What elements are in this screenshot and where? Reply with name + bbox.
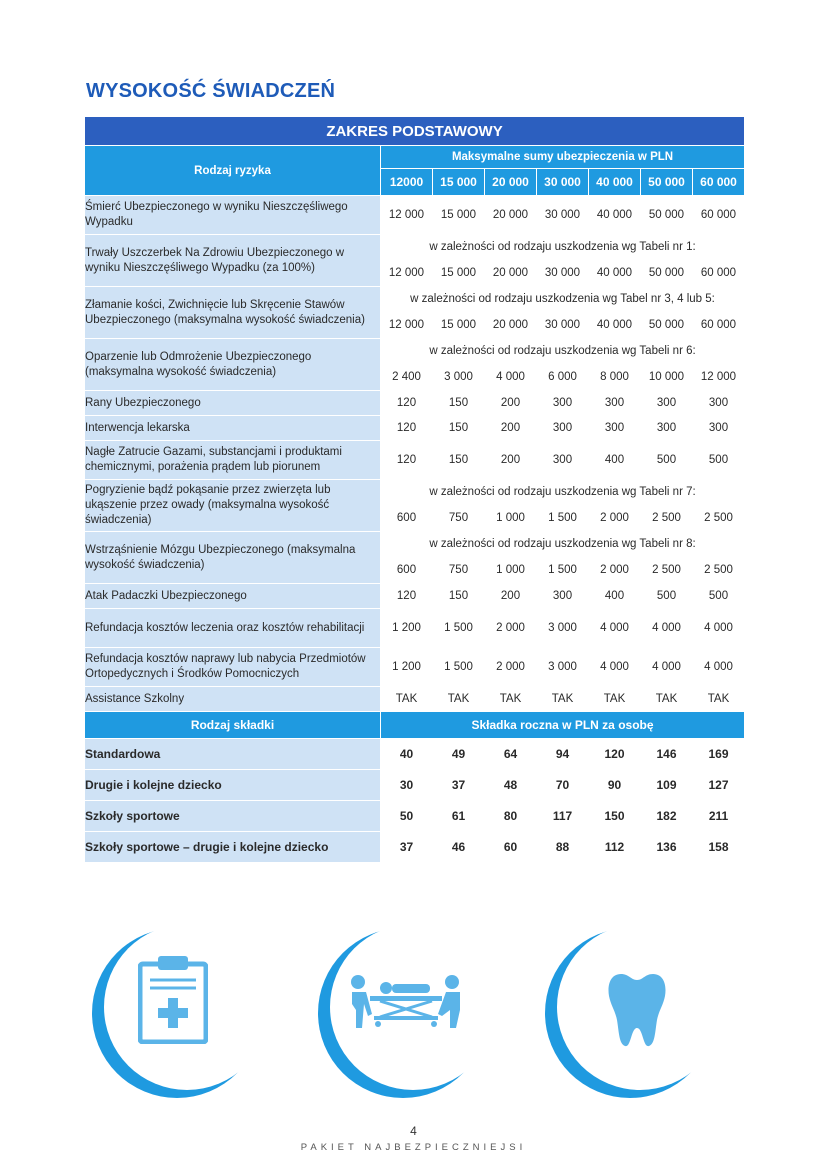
premium-row — [85, 801, 745, 832]
risk-type-header: Rodzaj ryzyka — [85, 146, 381, 196]
benefit-value: 40 000 — [589, 312, 641, 339]
benefit-label: Śmierć Ubezpieczonego w wyniku Nieszczęśliwego Wypadku — [85, 196, 381, 235]
benefit-value: 2 500 — [641, 557, 693, 584]
benefit-note: w zależności od rodzaju uszkodzenia wg Tabeli nr 1: — [381, 235, 745, 260]
premium-value: 109 — [641, 770, 693, 801]
benefit-value: 50 000 — [641, 312, 693, 339]
premium-value: 48 — [485, 770, 537, 801]
benefit-value: 200 — [485, 441, 537, 480]
premium-header-row — [85, 712, 745, 739]
benefit-value: 1 500 — [433, 648, 485, 687]
icon-circle-1 — [92, 928, 262, 1098]
benefit-label: Rany Ubezpieczonego — [85, 391, 381, 416]
benefit-value: 150 — [433, 584, 485, 609]
benefit-value: 30 000 — [537, 312, 589, 339]
benefit-value: 30 000 — [537, 260, 589, 287]
benefit-row — [85, 609, 745, 648]
premium-value: 49 — [433, 739, 485, 770]
benefit-value: 300 — [589, 416, 641, 441]
benefit-value: 300 — [537, 391, 589, 416]
stretcher-paramedics-icon — [346, 970, 466, 1050]
benefit-value: TAK — [433, 687, 485, 712]
premium-value: 70 — [537, 770, 589, 801]
benefit-value: 40 000 — [589, 196, 641, 235]
premium-value: 112 — [589, 832, 641, 863]
benefit-value: 300 — [693, 416, 745, 441]
benefit-value: 1 200 — [381, 648, 433, 687]
benefit-value: 1 500 — [537, 557, 589, 584]
benefit-value: 300 — [589, 391, 641, 416]
sum-column-header: 50 000 — [641, 169, 693, 196]
benefit-value: 15 000 — [433, 196, 485, 235]
sum-column-header: 40 000 — [589, 169, 641, 196]
benefit-value: TAK — [381, 687, 433, 712]
sum-column-header: 60 000 — [693, 169, 745, 196]
benefit-value: 4 000 — [641, 648, 693, 687]
benefit-value: 4 000 — [589, 648, 641, 687]
sum-column-header: 12000 — [381, 169, 433, 196]
benefit-value: 750 — [433, 557, 485, 584]
premium-value: 90 — [589, 770, 641, 801]
premium-value: 94 — [537, 739, 589, 770]
benefit-label: Nagłe Zatrucie Gazami, substancjami i produktami chemicznymi, porażenia prądem lub piorunem — [85, 441, 381, 480]
benefit-value: 3 000 — [537, 609, 589, 648]
benefit-value: 150 — [433, 441, 485, 480]
benefit-value: 15 000 — [433, 260, 485, 287]
benefit-row — [85, 391, 745, 416]
benefit-label: Złamanie kości, Zwichnięcie lub Skręcenie Stawów Ubezpieczonego (maksymalna wysokość świadczenia) — [85, 287, 381, 339]
benefit-value: 1 500 — [537, 505, 589, 532]
premium-row — [85, 739, 745, 770]
benefit-label: Atak Padaczki Ubezpieczonego — [85, 584, 381, 609]
benefit-value: 2 500 — [641, 505, 693, 532]
benefit-value: TAK — [693, 687, 745, 712]
benefit-value: 750 — [433, 505, 485, 532]
footer-text: PAKIET NAJBEZPIECZNIEJSI — [300, 1142, 527, 1153]
premium-value: 61 — [433, 801, 485, 832]
benefit-label: Refundacja kosztów leczenia oraz kosztów rehabilitacji — [85, 609, 381, 648]
benefit-note: w zależności od rodzaju uszkodzenia wg Tabeli nr 8: — [381, 532, 745, 557]
premium-row — [85, 832, 745, 863]
benefit-value: 12 000 — [693, 364, 745, 391]
benefit-value: 2 500 — [693, 557, 745, 584]
benefit-value: 2 000 — [485, 648, 537, 687]
benefit-value: 60 000 — [693, 312, 745, 339]
benefit-value: 60 000 — [693, 196, 745, 235]
icon-circle-2 — [318, 928, 488, 1098]
benefit-value: 1 200 — [381, 609, 433, 648]
sum-column-header: 20 000 — [485, 169, 537, 196]
page-title: WYSOKOŚĆ ŚWIADCZEŃ — [86, 80, 336, 102]
benefit-row — [85, 416, 745, 441]
benefit-label: Wstrząśnienie Mózgu Ubezpieczonego (maksymalna wysokość świadczenia) — [85, 532, 381, 584]
premium-value: 127 — [693, 770, 745, 801]
benefit-value: 120 — [381, 416, 433, 441]
premium-label: Drugie i kolejne dziecko — [85, 770, 381, 801]
benefit-label: Refundacja kosztów naprawy lub nabycia Przedmiotów Ortopedycznych i Środków Pomocniczych — [85, 648, 381, 687]
benefit-value: 300 — [641, 391, 693, 416]
sum-column-header: 30 000 — [537, 169, 589, 196]
benefit-value: 20 000 — [485, 260, 537, 287]
premium-row — [85, 770, 745, 801]
benefit-value: 2 500 — [693, 505, 745, 532]
benefit-value: 50 000 — [641, 196, 693, 235]
benefit-value: 60 000 — [693, 260, 745, 287]
benefit-label: Pogryzienie bądź pokąsanie przez zwierzęta lub ukąszenie przez owady (maksymalna wysokość świadczenia) — [85, 480, 381, 532]
benefit-value: 20 000 — [485, 312, 537, 339]
benefit-value: 200 — [485, 391, 537, 416]
benefit-note: w zależności od rodzaju uszkodzenia wg Tabeli nr 6: — [381, 339, 745, 364]
benefit-value: 4 000 — [641, 609, 693, 648]
benefit-value: 1 000 — [485, 557, 537, 584]
benefit-value: 600 — [381, 505, 433, 532]
benefit-value: 300 — [641, 416, 693, 441]
page-number: 4 — [410, 1124, 417, 1138]
benefit-value: 400 — [589, 584, 641, 609]
benefit-label: Interwencja lekarska — [85, 416, 381, 441]
premium-value: 150 — [589, 801, 641, 832]
benefit-value: 4 000 — [693, 648, 745, 687]
benefit-value: TAK — [537, 687, 589, 712]
premium-value: 37 — [381, 832, 433, 863]
benefit-row — [85, 687, 745, 712]
benefit-value: 150 — [433, 391, 485, 416]
premium-value: 146 — [641, 739, 693, 770]
benefit-value: 3 000 — [537, 648, 589, 687]
benefit-value: 12 000 — [381, 196, 433, 235]
benefit-row — [85, 532, 745, 557]
premium-value: 50 — [381, 801, 433, 832]
benefit-row — [85, 480, 745, 505]
benefit-label: Trwały Uszczerbek Na Zdrowiu Ubezpieczonego w wyniku Nieszczęśliwego Wypadku (za 100%) — [85, 235, 381, 287]
benefit-value: 10 000 — [641, 364, 693, 391]
premium-value: 136 — [641, 832, 693, 863]
benefit-value: 20 000 — [485, 196, 537, 235]
benefit-value: 30 000 — [537, 196, 589, 235]
benefit-row — [85, 441, 745, 480]
benefits-table — [84, 116, 745, 863]
benefit-value: 1 500 — [433, 609, 485, 648]
benefit-value: 120 — [381, 441, 433, 480]
premium-value: 117 — [537, 801, 589, 832]
premium-value: 158 — [693, 832, 745, 863]
benefit-value: 500 — [641, 584, 693, 609]
benefit-value: 40 000 — [589, 260, 641, 287]
benefit-value: 12 000 — [381, 260, 433, 287]
benefit-value: 6 000 — [537, 364, 589, 391]
benefit-label: Oparzenie lub Odmrożenie Ubezpieczonego (maksymalna wysokość świadczenia) — [85, 339, 381, 391]
tooth-icon — [607, 972, 667, 1048]
benefit-value: TAK — [641, 687, 693, 712]
benefit-row — [85, 196, 745, 235]
premium-value: 60 — [485, 832, 537, 863]
sum-column-header: 15 000 — [433, 169, 485, 196]
band-title: ZAKRES PODSTAWOWY — [85, 117, 745, 146]
benefit-note: w zależności od rodzaju uszkodzenia wg Tabel nr 3, 4 lub 5: — [381, 287, 745, 312]
benefit-value: 120 — [381, 584, 433, 609]
benefit-value: 120 — [381, 391, 433, 416]
benefit-label: Assistance Szkolny — [85, 687, 381, 712]
benefit-value: 4 000 — [485, 364, 537, 391]
icon-circle-3 — [545, 928, 715, 1098]
benefit-value: 3 000 — [433, 364, 485, 391]
premium-value: 80 — [485, 801, 537, 832]
benefit-value: 2 000 — [589, 557, 641, 584]
premium-value: 211 — [693, 801, 745, 832]
benefit-value: 500 — [693, 441, 745, 480]
benefit-row — [85, 648, 745, 687]
medical-clipboard-icon — [138, 954, 208, 1044]
benefit-value: TAK — [589, 687, 641, 712]
sums-header: Maksymalne sumy ubezpieczenia w PLN — [381, 146, 745, 169]
benefit-value: 150 — [433, 416, 485, 441]
benefit-value: 300 — [537, 416, 589, 441]
benefit-value: 4 000 — [589, 609, 641, 648]
premium-label: Szkoły sportowe — [85, 801, 381, 832]
premium-type-header: Rodzaj składki — [85, 712, 381, 739]
benefit-value: 600 — [381, 557, 433, 584]
benefit-value: 8 000 — [589, 364, 641, 391]
header-row-1 — [85, 146, 745, 169]
benefit-row — [85, 235, 745, 260]
benefit-value: 2 000 — [589, 505, 641, 532]
premium-value: 88 — [537, 832, 589, 863]
benefit-value: 300 — [693, 391, 745, 416]
benefit-value: 2 000 — [485, 609, 537, 648]
benefit-value: 200 — [485, 584, 537, 609]
premium-value: 40 — [381, 739, 433, 770]
benefit-value: TAK — [485, 687, 537, 712]
benefit-row — [85, 287, 745, 312]
premium-value: 182 — [641, 801, 693, 832]
band-row — [85, 117, 745, 146]
benefit-value: 300 — [537, 441, 589, 480]
benefit-value: 300 — [537, 584, 589, 609]
premium-label: Szkoły sportowe – drugie i kolejne dziecko — [85, 832, 381, 863]
premium-value: 46 — [433, 832, 485, 863]
premium-label: Standardowa — [85, 739, 381, 770]
benefit-row — [85, 339, 745, 364]
benefit-note: w zależności od rodzaju uszkodzenia wg Tabeli nr 7: — [381, 480, 745, 505]
benefit-value: 200 — [485, 416, 537, 441]
benefit-value: 500 — [693, 584, 745, 609]
benefit-value: 500 — [641, 441, 693, 480]
benefit-value: 50 000 — [641, 260, 693, 287]
premium-value: 30 — [381, 770, 433, 801]
premium-value: 64 — [485, 739, 537, 770]
benefit-value: 15 000 — [433, 312, 485, 339]
benefit-row — [85, 584, 745, 609]
benefit-value: 12 000 — [381, 312, 433, 339]
premium-value: 169 — [693, 739, 745, 770]
premium-value: 120 — [589, 739, 641, 770]
benefit-value: 1 000 — [485, 505, 537, 532]
benefit-value: 400 — [589, 441, 641, 480]
benefit-value: 4 000 — [693, 609, 745, 648]
premium-value: 37 — [433, 770, 485, 801]
benefit-value: 2 400 — [381, 364, 433, 391]
premium-header: Składka roczna w PLN za osobę — [381, 712, 745, 739]
